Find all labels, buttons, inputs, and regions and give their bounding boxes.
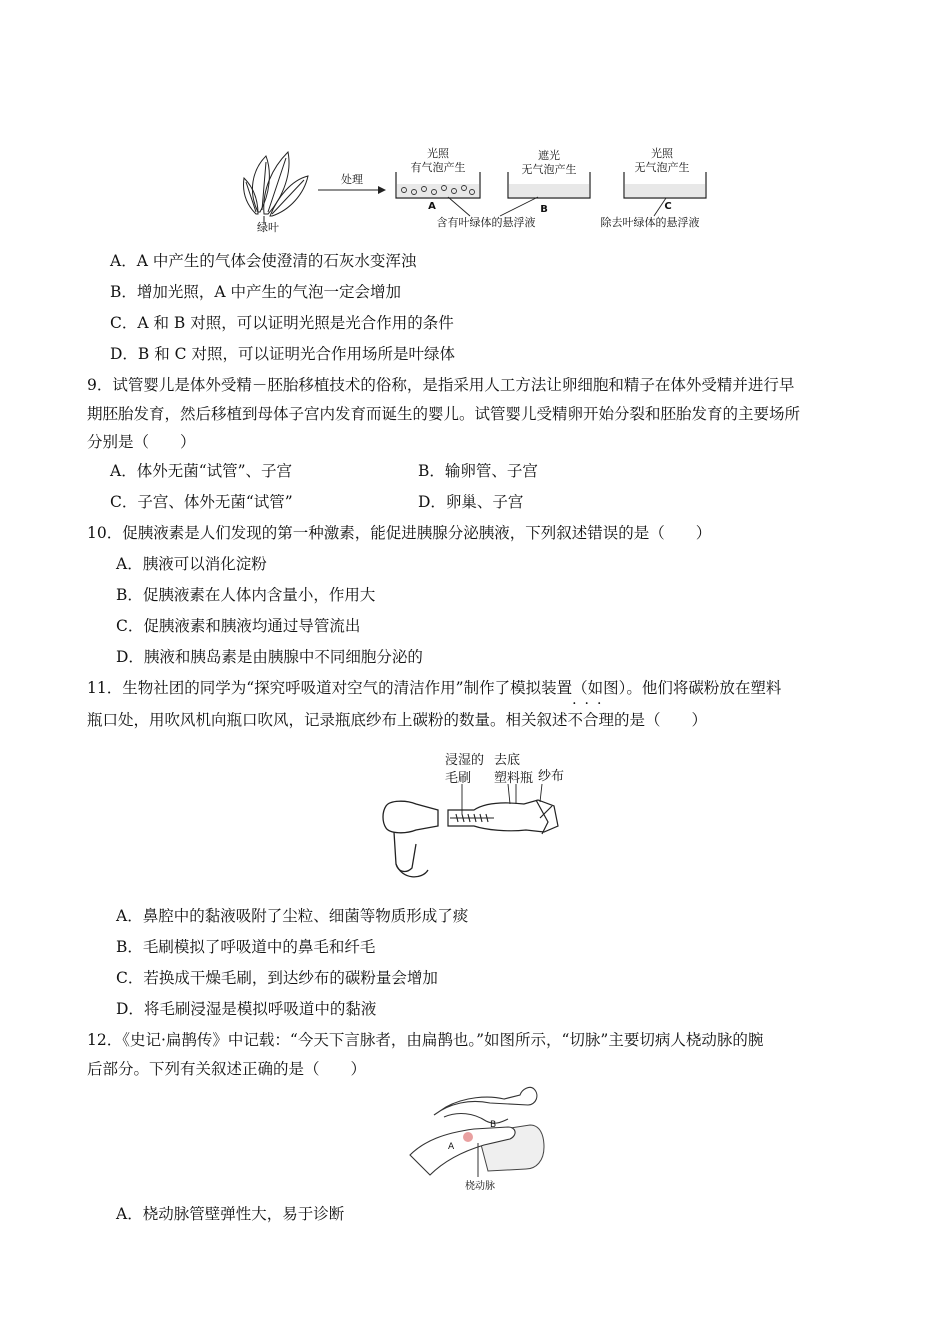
q9-option-a: A．体外无菌“试管”、子宫 [110, 462, 293, 480]
tube-c [624, 146, 706, 212]
breathing-model-figure [376, 744, 576, 884]
q8-option-a: A．A 中产生的气体会使澄清的石灰水变浑浊 [110, 252, 417, 270]
q11-stem-line2 [87, 696, 708, 730]
tube-b-letter: B [540, 204, 548, 215]
q9-stem-line2: 期胚胎发育，然后移植到母体子宫内发育而诞生的婴儿。试管婴儿受精卵开始分裂和胚胎发育的主要场所 [87, 405, 801, 423]
photosynthesis-diagram [238, 142, 718, 236]
brush-label-2: 毛刷 [445, 771, 472, 786]
radial-artery-caption: 桡动脉 [465, 1181, 495, 1192]
q9-option-d: D．卵巢、子宫 [418, 493, 524, 511]
q11-emphasis-text: 不合理 [567, 711, 615, 729]
tube-a-condition: 光照 [427, 147, 449, 160]
q12-stem-line2: 后部分。下列有关叙述正确的是（ ） [87, 1060, 367, 1078]
q11-stem-line1: 11．生物社团的同学为“探究呼吸道对空气的清洁作用”制作了模拟装置（如图）。他们将碳粉放在塑料 [87, 679, 782, 697]
suspension-note-ab: 含有叶绿体的悬浮液 [436, 216, 536, 229]
q10-option-c: C．促胰液素和胰液均通过导管流出 [116, 617, 361, 635]
q11-emphasis [567, 696, 615, 729]
plastic-bottle-icon [448, 800, 558, 834]
tube-c-letter: C [664, 201, 672, 212]
q11-option-c: C．若换成干燥毛刷，到达纱布的碳粉量会增加 [116, 969, 438, 987]
q11-stem-line2-pre: 瓶口处，用吹风机向瓶口吹风，记录瓶底纱布上碳粉的数量。相关叙述 [87, 711, 568, 729]
label-b: B [490, 1120, 497, 1130]
gauze-label: 纱布 [538, 769, 565, 784]
tube-b-condition: 遮光 [538, 149, 560, 162]
pulse-diagram [404, 1085, 554, 1195]
brush-icon [450, 814, 494, 822]
q8-option-b: B．增加光照，A 中产生的气泡一定会增加 [110, 283, 402, 301]
pulse-figure [404, 1085, 554, 1195]
tube-a-result: 有气泡产生 [410, 161, 466, 174]
tube-a [396, 146, 480, 212]
q8-option-c: C．A 和 B 对照，可以证明光照是光合作用的条件 [110, 314, 454, 332]
q11-stem-line2-post: 的是（ ） [614, 711, 708, 729]
tube-b-result: 无气泡产生 [521, 163, 577, 176]
tube-b [508, 148, 590, 215]
q10-option-a: A．胰液可以消化淀粉 [116, 555, 267, 573]
label-a: A [448, 1142, 455, 1152]
pulse-point [463, 1132, 473, 1142]
leaf-label: 绿叶 [257, 221, 279, 234]
bottle-label-2: 塑料瓶 [494, 771, 534, 786]
tube-a-letter: A [428, 201, 436, 212]
q12-stem-line1: 12．《史记·扁鹊传》中记载：“今天下言脉者，由扁鹊也。”如图所示，“切脉”主要切病人桡动脉的腕 [87, 1031, 764, 1049]
tube-c-condition: 光照 [651, 147, 673, 160]
q12-option-a: A．桡动脉管壁弹性大，易于诊断 [116, 1205, 345, 1223]
q11-option-a: A．鼻腔中的黏液吸附了尘粒、细菌等物质形成了痰 [116, 907, 469, 925]
brush-label-1: 浸湿的 [445, 753, 485, 768]
leaf-bunch-icon [244, 152, 309, 224]
bottle-label-1: 去底 [494, 753, 521, 768]
q9-stem-line3: 分别是（ ） [87, 433, 196, 451]
q8-option-d: D．B 和 C 对照，可以证明光合作用场所是叶绿体 [110, 345, 455, 363]
q11-option-d: D．将毛刷浸湿是模拟呼吸道中的黏液 [116, 1000, 377, 1018]
q10-option-b: B．促胰液素在人体内含量小，作用大 [116, 586, 376, 604]
hair-dryer-icon [383, 801, 438, 877]
tube-c-result: 无气泡产生 [634, 161, 690, 174]
suspension-note-c: 除去叶绿体的悬浮液 [600, 216, 700, 229]
q10-stem: 10．促胰液素是人们发现的第一种激素，能促进胰腺分泌胰液，下列叙述错误的是（ ） [87, 524, 712, 542]
photosynthesis-figure [238, 142, 718, 236]
q9-option-c: C．子宫、体外无菌“试管” [110, 493, 293, 511]
emphasis-dots: ··· [572, 696, 610, 712]
q9-stem-line1: 9．试管婴儿是体外受精－胚胎移植技术的俗称，是指采用人工方法让卵细胞和精子在体外受精并进行早 [87, 376, 795, 394]
process-label: 处理 [341, 173, 363, 186]
q11-option-b: B．毛刷模拟了呼吸道中的鼻毛和纤毛 [116, 938, 376, 956]
q10-option-d: D．胰液和胰岛素是由胰腺中不同细胞分泌的 [116, 648, 423, 666]
q9-option-b: B．输卵管、子宫 [418, 462, 538, 480]
breathing-model-diagram [376, 744, 576, 884]
